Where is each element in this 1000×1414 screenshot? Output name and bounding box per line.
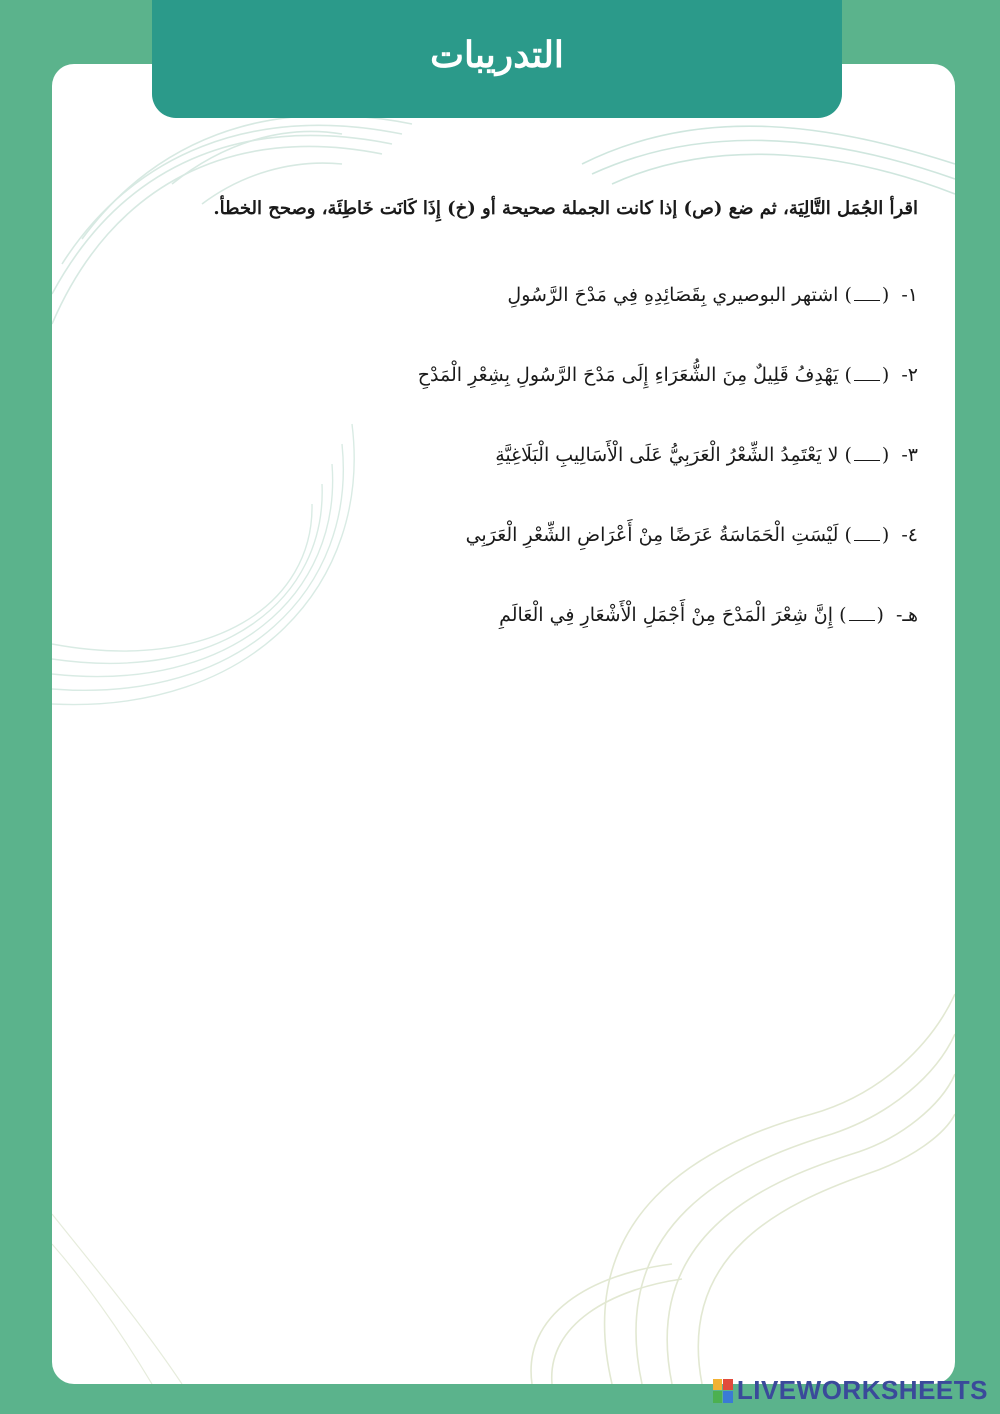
- list-item: ٤- () لَيْسَتِ الْحَمَاسَةُ عَرَضًا مِنْ أَعْرَاضِ الشِّعْرِ الْعَرَبِي: [465, 524, 918, 546]
- answer-blank[interactable]: [854, 287, 880, 301]
- answer-blank[interactable]: [854, 367, 880, 381]
- watermark-text: LIVEWORKSHEETS: [736, 1375, 988, 1405]
- item-text: لا يَعْتَمِدُ الشِّعْرُ الْعَرَبِيُّ عَلَى الْأَسَالِيبِ الْبَلَاغِيَّةِ: [495, 444, 839, 466]
- item-text: إِنَّ شِعْرَ الْمَدْحَ مِنْ أَجْمَلِ الْأَشْعَارِ فِي الْعَالَمِ: [499, 604, 834, 626]
- answer-blank[interactable]: [849, 607, 875, 621]
- page-title: التدريبات: [430, 34, 564, 76]
- item-number: ٤-: [901, 524, 918, 546]
- decorative-swirls: [52, 64, 955, 1384]
- worksheet-card: [52, 64, 955, 1384]
- item-text: اشتهر البوصيري بِقَصَائِدِهِ فِي مَدْحَ الرَّسُولِ: [507, 284, 839, 306]
- liveworksheets-logo-icon: [713, 1379, 733, 1403]
- item-number: ٣-: [901, 444, 918, 466]
- list-item: ١- () اشتهر البوصيري بِقَصَائِدِهِ فِي مَدْحَ الرَّسُولِ: [507, 284, 918, 306]
- list-item: ٢- () يَهْدِفُ قَلِيلٌ مِنَ الشُّعَرَاءِ إِلَى مَدْحَ الرَّسُولِ بِشِعْرِ الْمَدْحِ: [417, 364, 918, 386]
- item-text: يَهْدِفُ قَلِيلٌ مِنَ الشُّعَرَاءِ إِلَى مَدْحَ الرَّسُولِ بِشِعْرِ الْمَدْحِ: [417, 364, 839, 386]
- answer-blank[interactable]: [854, 527, 880, 541]
- liveworksheets-watermark[interactable]: [713, 1375, 988, 1406]
- instruction-text: اقرأ الجُمَل التَّالِيَة، ثم ضع (ص) إذا كانت الجملة صحيحة أو (خ) إِذَا كَانَت خَاطِئَة، وصحح الخطأ.: [213, 198, 918, 219]
- item-number: هـ-: [895, 604, 918, 626]
- answer-blank[interactable]: [854, 447, 880, 461]
- list-item: ٣- () لا يَعْتَمِدُ الشِّعْرُ الْعَرَبِيُّ عَلَى الْأَسَالِيبِ الْبَلَاغِيَّةِ: [495, 444, 918, 466]
- list-item: هـ- () إِنَّ شِعْرَ الْمَدْحَ مِنْ أَجْمَلِ الْأَشْعَارِ فِي الْعَالَمِ: [499, 604, 918, 626]
- item-text: لَيْسَتِ الْحَمَاسَةُ عَرَضًا مِنْ أَعْرَاضِ الشِّعْرِ الْعَرَبِي: [465, 524, 839, 546]
- title-banner: [152, 0, 842, 118]
- item-number: ١-: [901, 284, 918, 306]
- questions-list: [218, 284, 918, 684]
- item-number: ٢-: [901, 364, 918, 386]
